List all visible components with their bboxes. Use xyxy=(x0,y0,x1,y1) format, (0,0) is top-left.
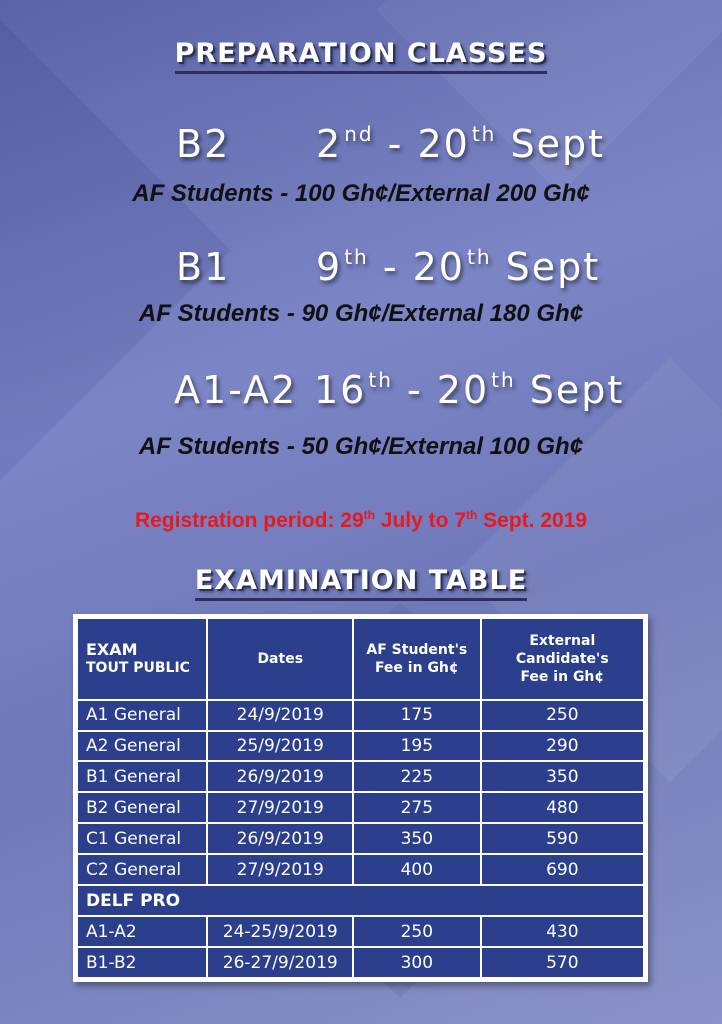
cell-af-fee: 175 xyxy=(353,700,481,731)
cell-date: 25/9/2019 xyxy=(207,731,353,762)
cell-external-fee: 290 xyxy=(481,731,644,762)
cell-date: 27/9/2019 xyxy=(207,792,353,823)
table-row xyxy=(77,947,644,978)
cell-date: 24/9/2019 xyxy=(207,700,353,731)
class-a1a2-dates: 16 $^{th}$ - 20 $^{th}$ Sept xyxy=(314,368,625,412)
cell-date: 26-27/9/2019 xyxy=(207,947,353,978)
cell-external-fee: 590 xyxy=(481,823,644,854)
cell-date: 26/9/2019 xyxy=(207,823,353,854)
cell-exam: C2 General xyxy=(77,854,207,885)
cell-date: 27/9/2019 xyxy=(207,854,353,885)
cell-af-fee: 300 xyxy=(353,947,481,978)
table-row xyxy=(77,700,644,731)
cell-external-fee: 570 xyxy=(481,947,644,978)
class-b2-level: B2 xyxy=(176,122,231,166)
cell-external-fee: 480 xyxy=(481,792,644,823)
cell-external-fee: 690 xyxy=(481,854,644,885)
header-dates: Dates xyxy=(207,618,353,700)
cell-af-fee: 350 xyxy=(353,823,481,854)
cell-af-fee: 225 xyxy=(353,761,481,792)
cell-date: 24-25/9/2019 xyxy=(207,916,353,947)
class-a1a2-fees: AF Students - 50 Gh¢/External 100 Gh¢ xyxy=(138,433,584,460)
class-b1-fees: AF Students - 90 Gh¢/External 180 Gh¢ xyxy=(138,300,584,327)
section-row xyxy=(77,885,644,916)
table-header-row xyxy=(77,618,644,700)
class-a1a2-level: A1-A2 xyxy=(174,368,298,412)
class-b2-dates: 2 $^{nd}$ - 20 $^{th}$ Sept xyxy=(316,122,605,166)
cell-exam: B1 General xyxy=(77,761,207,792)
cell-exam: A1-A2 xyxy=(77,916,207,947)
cell-external-fee: 430 xyxy=(481,916,644,947)
table-row xyxy=(77,792,644,823)
table-row xyxy=(77,731,644,762)
cell-date: 26/9/2019 xyxy=(207,761,353,792)
header-af-fee: AF Student's Fee in Gh¢ xyxy=(353,618,481,700)
table-row xyxy=(77,823,644,854)
cell-external-fee: 250 xyxy=(481,700,644,731)
table-row xyxy=(77,854,644,885)
header-external-fee: External Candidate's Fee in Gh¢ xyxy=(481,618,644,700)
section-delf-pro: DELF PRO xyxy=(77,885,644,916)
preparation-title: PREPARATION CLASSES xyxy=(0,38,722,69)
cell-exam: A1 General xyxy=(77,700,207,731)
cell-af-fee: 250 xyxy=(353,916,481,947)
cell-external-fee: 350 xyxy=(481,761,644,792)
table-row xyxy=(77,916,644,947)
cell-af-fee: 195 xyxy=(353,731,481,762)
cell-exam: A2 General xyxy=(77,731,207,762)
examination-title: EXAMINATION TABLE xyxy=(0,565,722,596)
class-b1-level: B1 xyxy=(176,245,231,289)
class-b1-dates: 9 $^{th}$ - 20 $^{th}$ Sept xyxy=(316,245,601,289)
cell-af-fee: 400 xyxy=(353,854,481,885)
cell-exam: B1-B2 xyxy=(77,947,207,978)
class-b2-fees: AF Students - 100 Gh¢/External 200 Gh¢ xyxy=(132,180,590,207)
cell-exam: B2 General xyxy=(77,792,207,823)
examination-table xyxy=(73,614,648,982)
cell-af-fee: 275 xyxy=(353,792,481,823)
table-row xyxy=(77,761,644,792)
header-exam: EXAM TOUT PUBLIC xyxy=(77,618,207,700)
cell-exam: C1 General xyxy=(77,823,207,854)
registration-period: Registration period: 29th July to 7th Sept. 2019 xyxy=(134,508,588,532)
